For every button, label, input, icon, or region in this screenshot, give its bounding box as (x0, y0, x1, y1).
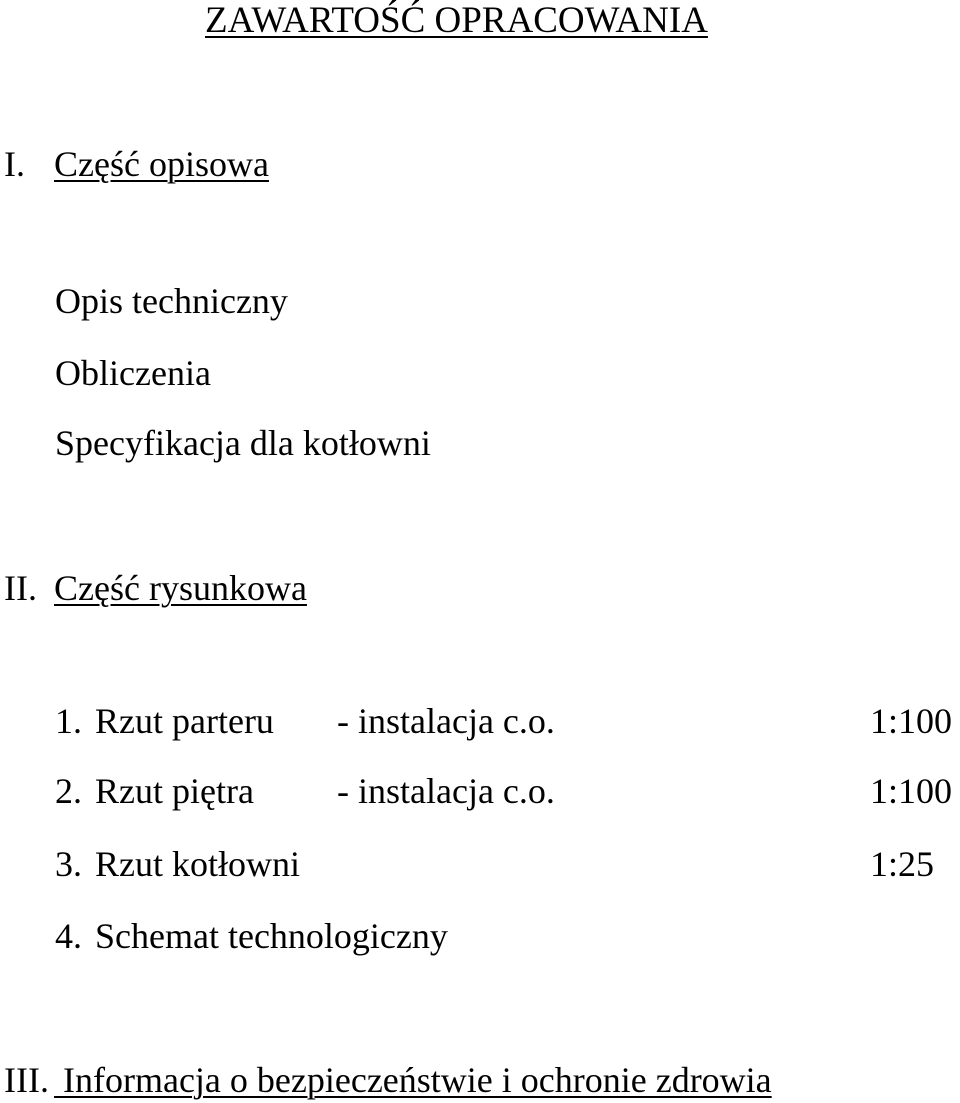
section-label: Informacja o bezpieczeństwie i ochronie zdrowia (54, 1060, 772, 1100)
list-item: Obliczenia (55, 353, 211, 393)
drawing-row (55, 846, 337, 882)
section-number: III. (4, 1060, 49, 1100)
drawing-name: Rzut parteru (95, 701, 274, 741)
section-number: I. (4, 144, 25, 184)
drawing-number: 4. (55, 916, 82, 956)
list-item: Specyfikacja dla kotłowni (55, 423, 431, 463)
drawing-row (55, 773, 555, 809)
drawing-description: - instalacja c.o. (337, 701, 555, 741)
drawing-scale: 1:25 (870, 844, 935, 884)
drawing-name: Schemat technologiczny (95, 916, 448, 956)
drawing-scale: 1:100 (870, 701, 953, 741)
section-label: Część opisowa (54, 144, 269, 184)
section-label: Część rysunkowa (54, 568, 307, 608)
drawing-name: Rzut piętra (95, 771, 254, 811)
drawing-number: 1. (55, 701, 82, 741)
section-drawings-heading (4, 570, 307, 606)
section-number: II. (4, 568, 37, 608)
drawing-number: 2. (55, 771, 82, 811)
document-title: ZAWARTOŚĆ OPRACOWANIA (205, 0, 708, 41)
drawing-row (55, 916, 448, 956)
drawing-scale: 1:100 (870, 771, 953, 811)
drawing-description: - instalacja c.o. (337, 771, 555, 811)
section-safety-heading (4, 1062, 772, 1098)
section-descriptive-heading (4, 146, 269, 182)
drawing-number: 3. (55, 844, 82, 884)
drawing-name: Rzut kotłowni (95, 844, 300, 884)
list-item: Opis techniczny (55, 281, 288, 321)
drawing-row (55, 703, 555, 739)
